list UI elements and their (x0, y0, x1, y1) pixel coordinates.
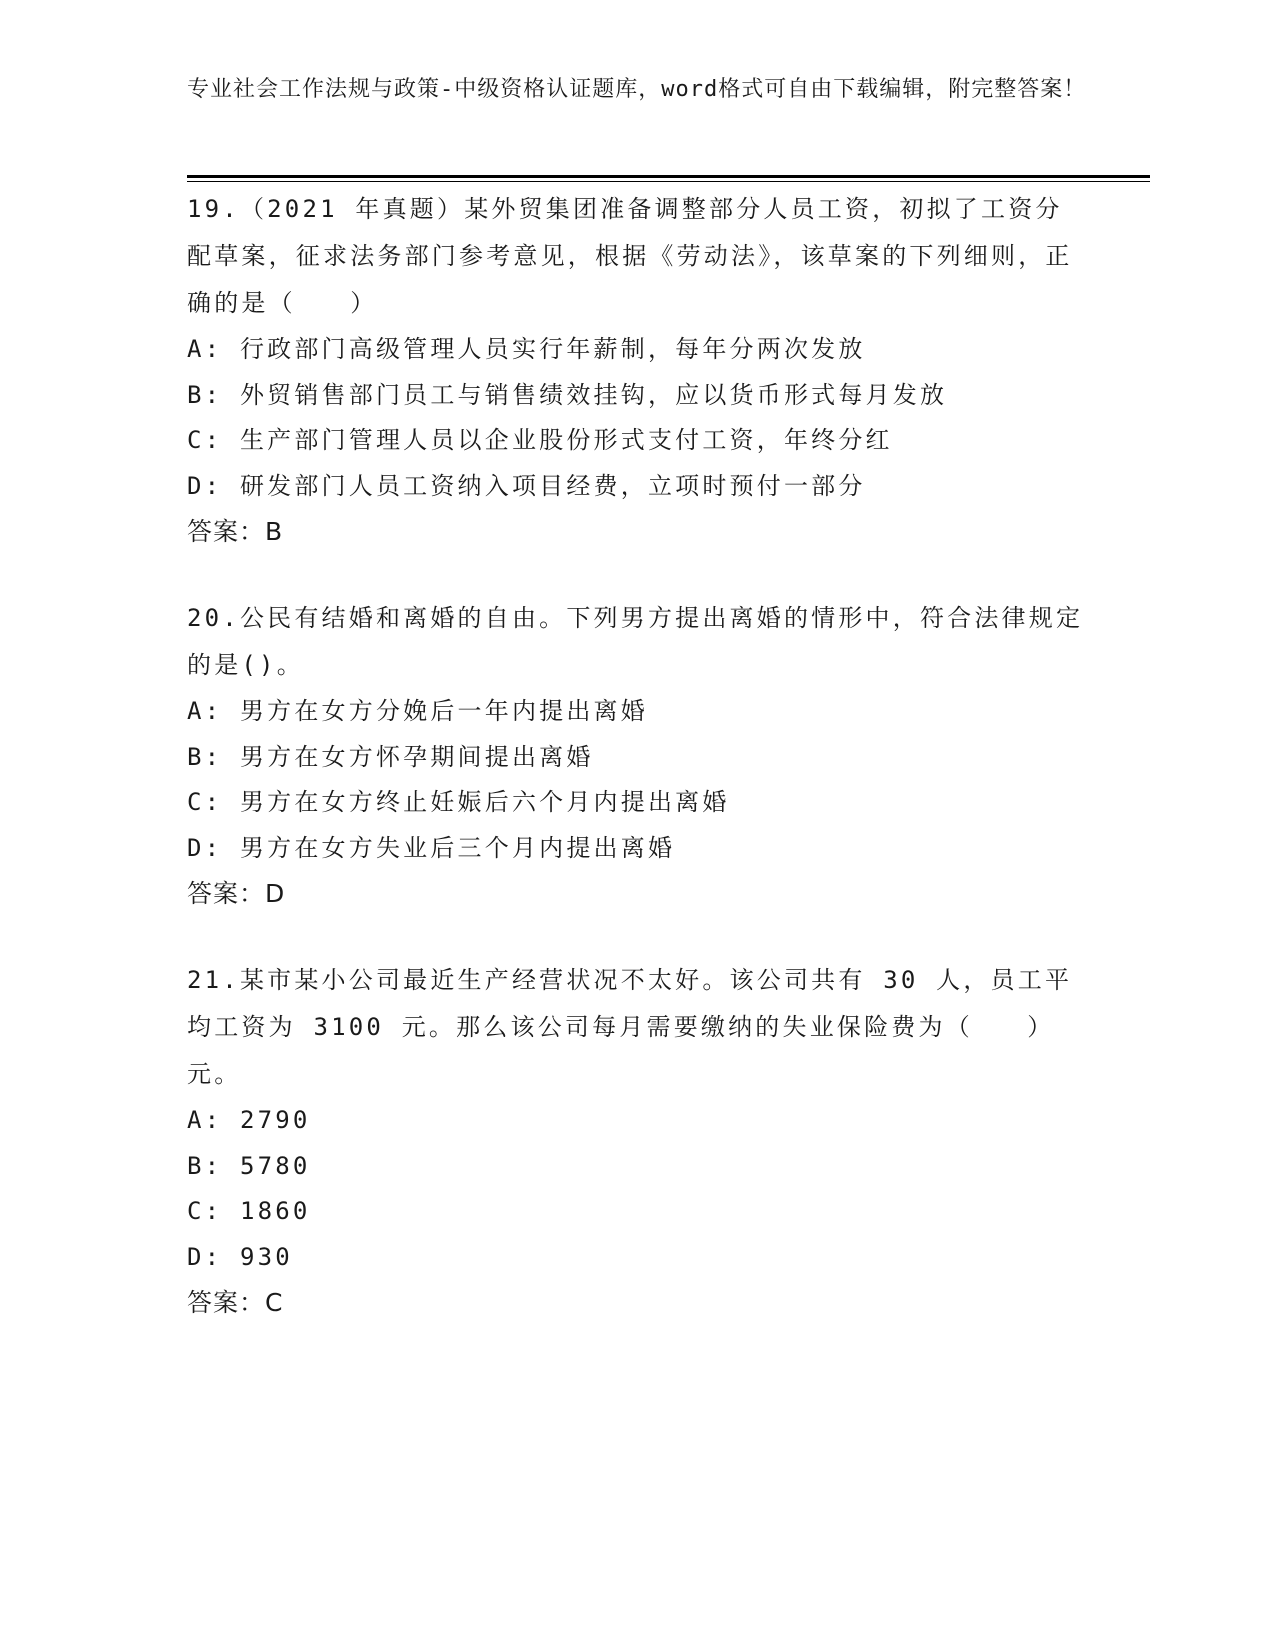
option-c: C: 1860 (187, 1197, 311, 1225)
option-c: C: 生产部门管理人员以企业股份形式支付工资，年终分红 (187, 426, 893, 454)
option-b: B: 男方在女方怀孕期间提出离婚 (187, 742, 594, 771)
option-d: D: 930 (187, 1242, 293, 1271)
answer: 答案：C (187, 1288, 284, 1317)
answer: 答案：D (187, 879, 286, 908)
question-21 (187, 957, 1087, 1325)
question-stem: 20.公民有结婚和离婚的自由。下列男方提出离婚的情形中，符合法律规定的是()。 (187, 604, 1084, 679)
option-b: B: 5780 (187, 1151, 311, 1180)
document-header: 专业社会工作法规与政策-中级资格认证题库，word格式可自由下载编辑，附完整答案！ (187, 77, 1087, 102)
header-rule-thin (187, 181, 1150, 182)
option-d: D: 男方在女方失业后三个月内提出离婚 (187, 833, 676, 862)
option-a: A: 行政部门高级管理人员实行年薪制，每年分两次发放 (187, 335, 866, 363)
option-d: D: 研发部门人员工资纳入项目经费，立项时预付一部分 (187, 471, 866, 500)
option-a: A: 2790 (187, 1106, 311, 1134)
answer: 答案：B (187, 517, 284, 546)
question-stem: 21.某市某小公司最近生产经营状况不太好。该公司共有 30 人，员工平均工资为 3100 元。那么该公司每月需要缴纳的失业保险费为（ ）元。 (187, 966, 1073, 1088)
option-b: B: 外贸销售部门员工与销售绩效挂钩，应以货币形式每月发放 (187, 380, 948, 409)
option-a: A: 男方在女方分娩后一年内提出离婚 (187, 697, 648, 725)
question-19 (187, 186, 1087, 554)
question-20 (187, 595, 1087, 916)
option-c: C: 男方在女方终止妊娠后六个月内提出离婚 (187, 788, 730, 816)
header-rule-thick (187, 175, 1150, 178)
question-stem: 19.（2021 年真题）某外贸集团准备调整部分人员工资，初拟了工资分配草案，征求法务部门参考意见，根据《劳动法》，该草案的下列细则，正确的是（ ） (187, 195, 1073, 317)
